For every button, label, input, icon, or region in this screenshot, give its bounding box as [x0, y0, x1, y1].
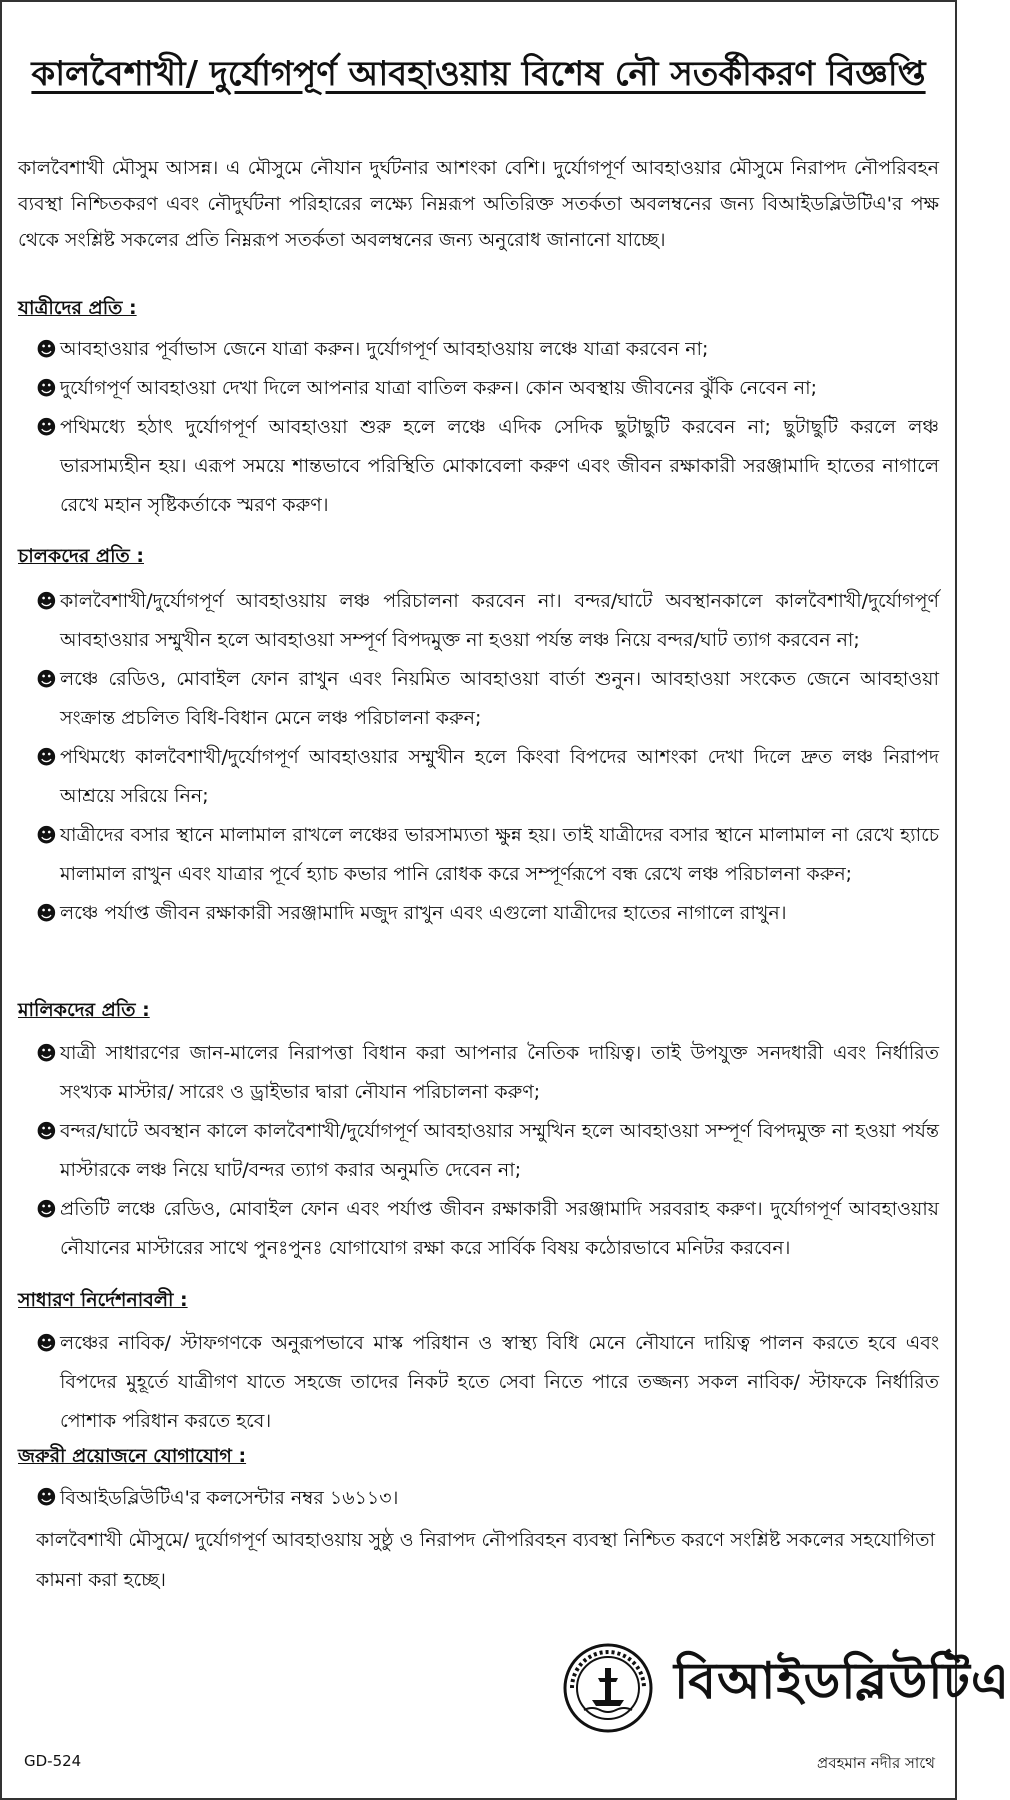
smiley-bullet-icon: ☻	[36, 376, 57, 400]
list-item: ☻ লঞ্চে পর্যাপ্ত জীবন রক্ষাকারী সরঞ্জামাদি মজুদ রাখুন এবং এগুলো যাত্রীদের হাতের নাগালে রাখুন।	[36, 894, 939, 933]
closing-paragraph: কালবৈশাখী মৌসুমে/ দুর্যোগপূর্ণ আবহাওয়ায় সুষ্ঠু ও নিরাপদ নৌপরিবহন ব্যবস্থা নিশ্চিত করণে সংশ্লিষ্ট সকলের সহযোগিতা কামনা করা হচ্ছে।	[36, 1529, 935, 1591]
list-item: ☻ যাত্রী সাধারণের জান-মালের নিরাপত্তা বিধান করা আপনার নৈতিক দায়িত্ব। তাই উপযুক্ত সনদধারী এবং নির্ধারিত সংখ্যক মাস্টার/ সারেং ও ড্রাইভার দ্বারা নৌযান পরিচালনা করুণ;	[36, 1034, 939, 1112]
smiley-bullet-icon: ☻	[36, 1485, 57, 1509]
call-center-item	[36, 1478, 398, 1518]
smiley-bullet-icon: ☻	[36, 1197, 57, 1221]
list-item: ☻ লঞ্চের নাবিক/ স্টাফগণকে অনুরূপভাবে মাস্ক পরিধান ও স্বাস্থ্য বিধি মেনে নৌযানে দায়িত্ব পালন করতে হবে এবং বিপদের মুহূর্তে যাত্রীগণ যাতে সহজে তাদের নিকট হতে সেবা নিতে পারে তজ্জন্য সকল নাবিক/ স্টাফকে নির্ধারিত পোশাক পরিধান করতে হবে।	[36, 1324, 939, 1441]
passengers-heading: যাত্রীদের প্রতি :	[18, 297, 137, 319]
list-item: ☻ যাত্রীদের বসার স্থানে মালামাল রাখলে লঞ্চের ভারসাম্যতা ক্ষুন্ন হয়। তাই যাত্রীদের বসার স্থানে মালামাল না রেখে হ্যাচে মালামাল রাখুন এবং যাত্রার পূর্বে হ্যাচ কভার পানি রোধক করে সম্পূর্ণরূপে বন্ধ রেখে লঞ্চ পরিচালনা করুন;	[36, 816, 939, 894]
list-item: ☻ কালবৈশাখী/দুর্যোগপূর্ণ আবহাওয়ায় লঞ্চ পরিচালনা করবেন না। বন্দর/ঘাটে অবস্থানকালে কালবৈশাখী/দুর্যোগপূর্ণ আবহাওয়ার সম্মুখীন হলে আবহাওয়া সম্পূর্ণ বিপদমুক্ত না হওয়া পর্যন্ত লঞ্চ নিয়ে বন্দর/ঘাট ত্যাগ করবেন না;	[36, 582, 939, 660]
biwta-seal-logo-icon	[562, 1642, 654, 1734]
list-item: ☻ দুর্যোগপূর্ণ আবহাওয়া দেখা দিলে আপনার যাত্রা বাতিল করুন। কোন অবস্থায় জীবনের ঝুঁকি নেবেন না;	[36, 369, 939, 408]
smiley-bullet-icon: ☻	[36, 415, 57, 439]
general-list	[36, 1324, 939, 1441]
passengers-list	[36, 330, 939, 525]
smiley-bullet-icon: ☻	[36, 823, 57, 847]
owners-heading: মালিকদের প্রতি :	[18, 999, 150, 1021]
smiley-bullet-icon: ☻	[36, 337, 57, 361]
owners-list	[36, 1034, 939, 1268]
notice-title: কালবৈশাখী/ দুর্যোগপূর্ণ আবহাওয়ায় বিশেষ নৌ সতর্কীকরণ বিজ্ঞপ্তি	[31, 54, 926, 94]
smiley-bullet-icon: ☻	[36, 745, 57, 769]
list-item: ☻ বন্দর/ঘাটে অবস্থান কালে কালবৈশাখী/দুর্যোগপূর্ণ আবহাওয়ার সম্মুখিন হলে আবহাওয়া সম্পূর্ণ বিপদমুক্ত না হওয়া পর্যন্ত মাস্টারকে লঞ্চ নিয়ে ঘাট/বন্দর ত্যাগ করার অনুমতি দেবেন না;	[36, 1112, 939, 1190]
list-item: ☻ লঞ্চে রেডিও, মোবাইল ফোন রাখুন এবং নিয়মিত আবহাওয়া বার্তা শুনুন। আবহাওয়া সংকেত জেনে আবহাওয়া সংক্রান্ত প্রচলিত বিধি-বিধান মেনে লঞ্চ পরিচালনা করুন;	[36, 660, 939, 738]
drivers-heading: চালকদের প্রতি :	[18, 545, 144, 567]
list-item: ☻ পথিমধ্যে কালবৈশাখী/দুর্যোগপূর্ণ আবহাওয়ার সম্মুখীন হলে কিংবা বিপদের আশংকা দেখা দিলে দ্রুত লঞ্চ নিরাপদ আশ্রয়ে সরিয়ে নিন;	[36, 738, 939, 816]
smiley-bullet-icon: ☻	[36, 1119, 57, 1143]
smiley-bullet-icon: ☻	[36, 589, 57, 613]
smiley-bullet-icon: ☻	[36, 1331, 57, 1355]
smiley-bullet-icon: ☻	[36, 901, 57, 925]
smiley-bullet-icon: ☻	[36, 1041, 57, 1065]
call-center-text: বিআইডব্লিউটিএ'র কলসেন্টার নম্বর ১৬১১৩।	[60, 1487, 399, 1509]
organization-tagline: প্রবহমান নদীর সাথে	[817, 1754, 935, 1772]
list-item: ☻ পথিমধ্যে হঠাৎ দুর্যোগপূর্ণ আবহাওয়া শুরু হলে লঞ্চে এদিক সেদিক ছুটাছুটি করবেন না; ছুটাছুটি করলে লঞ্চ ভারসাম্যহীন হয়। এরূপ সময়ে শান্তভাবে পরিস্থিতি মোকাবেলা করুণ এবং জীবন রক্ষাকারী সরঞ্জামাদি হাতের নাগালে রেখে মহান সৃষ্টিকর্তাকে স্মরণ করুণ।	[36, 408, 939, 525]
drivers-list	[36, 582, 939, 933]
general-heading: সাধারণ নির্দেশনাবলী :	[18, 1289, 188, 1311]
intro-paragraph: কালবৈশাখী মৌসুম আসন্ন। এ মৌসুমে নৌযান দুর্ঘটনার আশংকা বেশি। দুর্যোগপূর্ণ আবহাওয়ার মৌসুমে নিরাপদ নৌপরিবহন ব্যবস্থা নিশ্চিতকরণ এবং নৌদুর্ঘটনা পরিহারের লক্ষ্যে নিম্নরূপ অতিরিক্ত সতর্কতা অবলম্বনের জন্য বিআইডব্লিউটিএ'র পক্ষ থেকে সংশ্লিষ্ট সকলের প্রতি নিম্নরূপ সতর্কতা অবলম্বনের জন্য অনুরোধ জানানো যাচ্ছে।	[18, 157, 939, 251]
list-item: ☻ প্রতিটি লঞ্চে রেডিও, মোবাইল ফোন এবং পর্যাপ্ত জীবন রক্ষাকারী সরঞ্জামাদি সরবরাহ করুণ। দুর্যোগপূর্ণ আবহাওয়ায় নৌযানের মাস্টারের সাথে পুনঃপুনঃ যোগাযোগ রক্ষা করে সার্বিক বিষয় কঠোরভাবে মনিটর করবেন।	[36, 1190, 939, 1268]
smiley-bullet-icon: ☻	[36, 667, 57, 691]
organization-name: বিআইডব্লিউটিএ	[674, 1652, 1010, 1710]
emergency-heading: জরুরী প্রয়োজনে যোগাযোগ :	[18, 1445, 247, 1467]
list-item: ☻ আবহাওয়ার পূর্বাভাস জেনে যাত্রা করুন। দুর্যোগপূর্ণ আবহাওয়ায় লঞ্চে যাত্রা করবেন না;	[36, 330, 939, 369]
document-code: GD-524	[24, 1752, 82, 1770]
